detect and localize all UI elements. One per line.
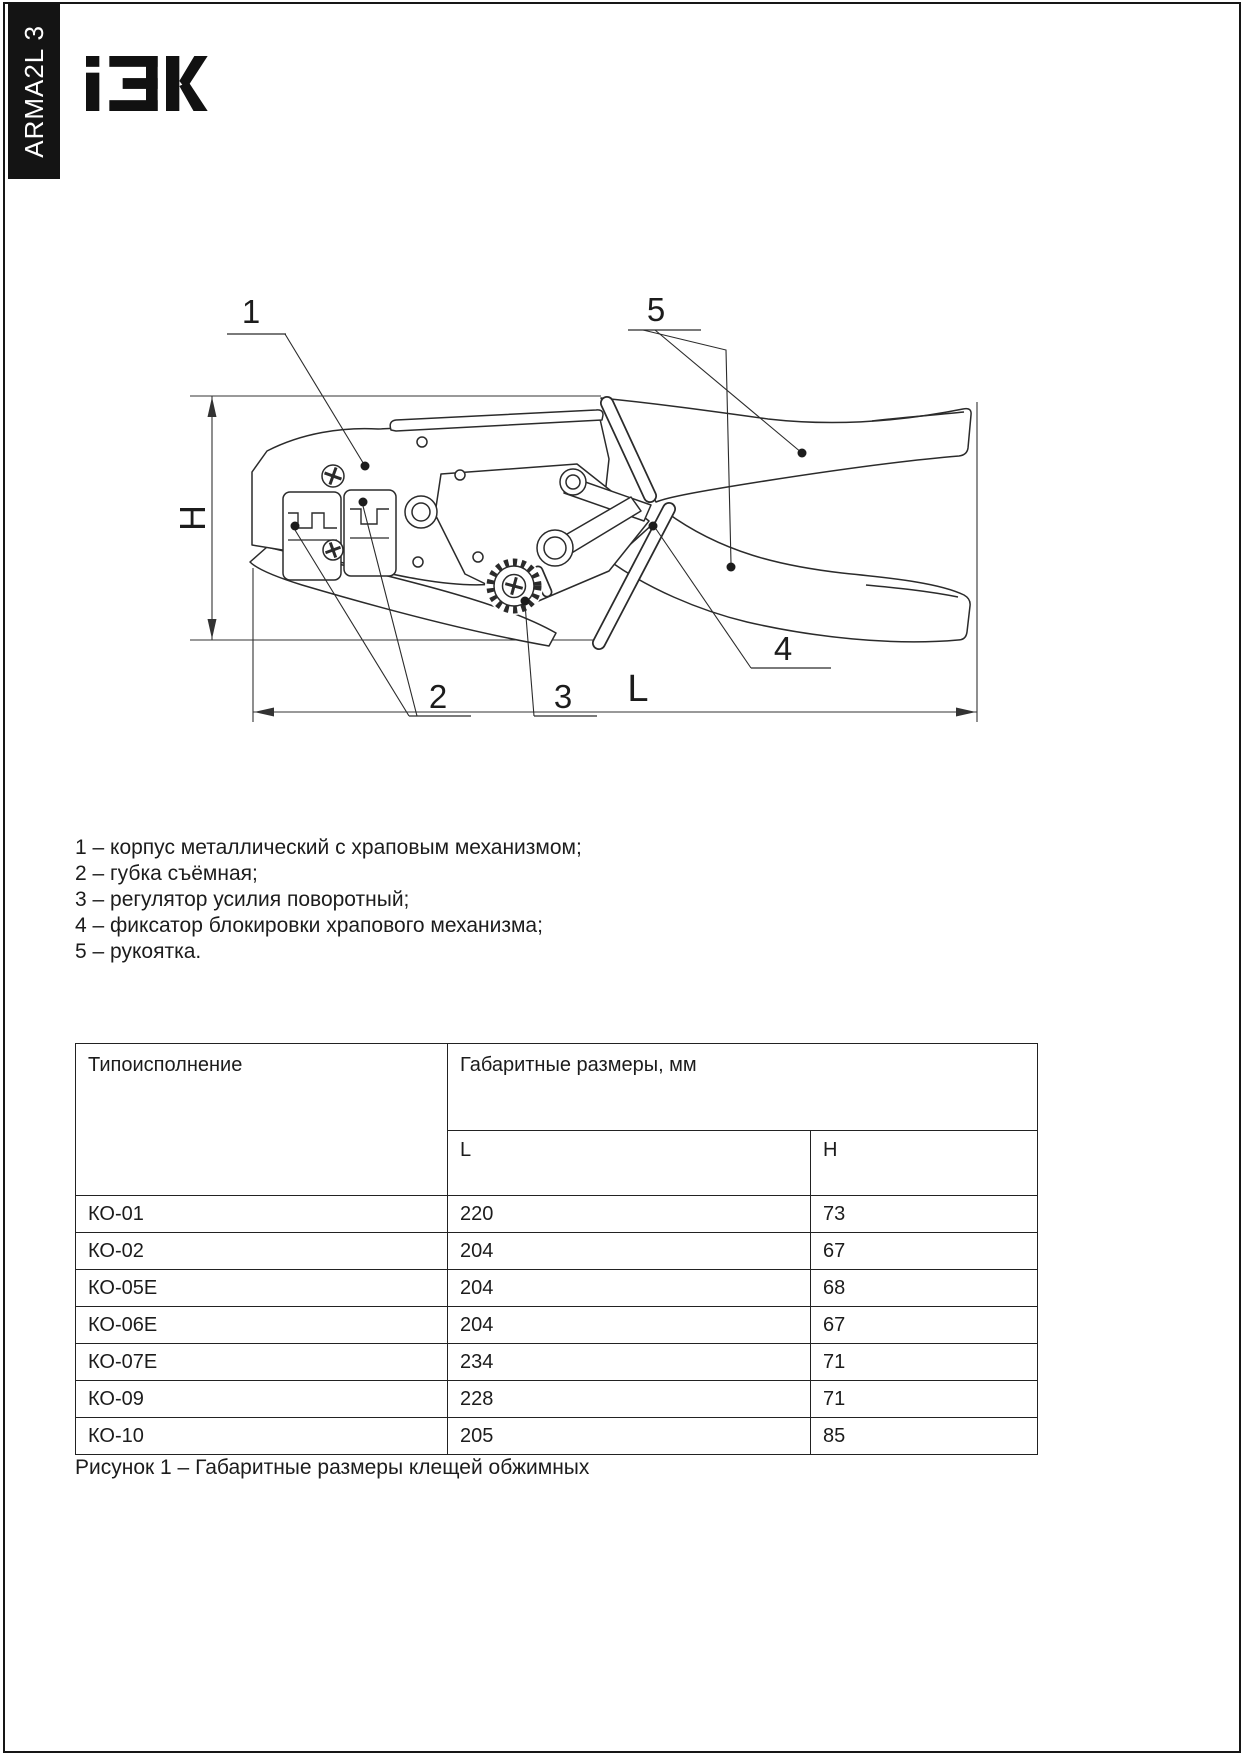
legend-item: 2 – губка съёмная; — [75, 862, 258, 885]
cell-l: 204 — [448, 1270, 811, 1307]
header-l: L — [448, 1131, 811, 1196]
legend-item: 4 – фиксатор блокировки храпового механизма; — [75, 914, 543, 937]
cell-h: 71 — [811, 1381, 1038, 1418]
callout-5: 5 — [646, 291, 666, 328]
cell-h: 67 — [811, 1307, 1038, 1344]
table-row — [76, 1418, 1038, 1455]
dim-label-h: H — [172, 505, 213, 531]
dim-label-l: L — [627, 668, 649, 710]
dimensions-table-wrap — [75, 1043, 1037, 1455]
cell-l: 234 — [448, 1344, 811, 1381]
table-row — [76, 1233, 1038, 1270]
dimensions-table — [75, 1043, 1038, 1455]
table-row — [76, 1307, 1038, 1344]
upper-handle — [601, 398, 971, 502]
force-adjuster-gear — [485, 557, 543, 615]
cell-model: КО-01 — [76, 1196, 448, 1233]
cell-h: 67 — [811, 1233, 1038, 1270]
legend-item: 3 – регулятор усилия поворотный; — [75, 888, 410, 911]
callout-4: 4 — [773, 630, 793, 667]
header-dims: Габаритные размеры, мм — [448, 1044, 1038, 1131]
callout-3: 3 — [553, 678, 573, 715]
callout-1: 1 — [241, 293, 261, 330]
legend-item: 5 – рукоятка. — [75, 940, 202, 963]
cell-l: 220 — [448, 1196, 811, 1233]
sidebar-label: ARMA2L 3 — [18, 24, 49, 158]
callout-2: 2 — [428, 678, 448, 715]
figure-legend — [75, 835, 582, 965]
cell-l: 205 — [448, 1418, 811, 1455]
cell-model: КО-10 — [76, 1418, 448, 1455]
cell-model: КО-05Е — [76, 1270, 448, 1307]
cell-l: 204 — [448, 1233, 811, 1270]
cell-h: 85 — [811, 1418, 1038, 1455]
table-row — [76, 1381, 1038, 1418]
header-h: H — [811, 1131, 1038, 1196]
cell-model: КО-07Е — [76, 1344, 448, 1381]
iek-logo — [84, 56, 208, 111]
table-header-row — [76, 1044, 1038, 1131]
cell-l: 204 — [448, 1307, 811, 1344]
technical-drawing — [0, 250, 1244, 750]
cell-h: 71 — [811, 1344, 1038, 1381]
cell-l: 228 — [448, 1381, 811, 1418]
header-type: Типоисполнение — [76, 1044, 448, 1196]
table-row — [76, 1270, 1038, 1307]
cell-model: КО-09 — [76, 1381, 448, 1418]
cell-h: 73 — [811, 1196, 1038, 1233]
sidebar-tab — [8, 3, 60, 179]
cell-model: КО-06Е — [76, 1307, 448, 1344]
cell-model: КО-02 — [76, 1233, 448, 1270]
table-row — [76, 1344, 1038, 1381]
legend-item: 1 – корпус металлический с храповым механизмом; — [75, 836, 582, 859]
cell-h: 68 — [811, 1270, 1038, 1307]
table-row — [76, 1196, 1038, 1233]
figure-caption: Рисунок 1 – Габаритные размеры клещей обжимных — [75, 1456, 590, 1479]
